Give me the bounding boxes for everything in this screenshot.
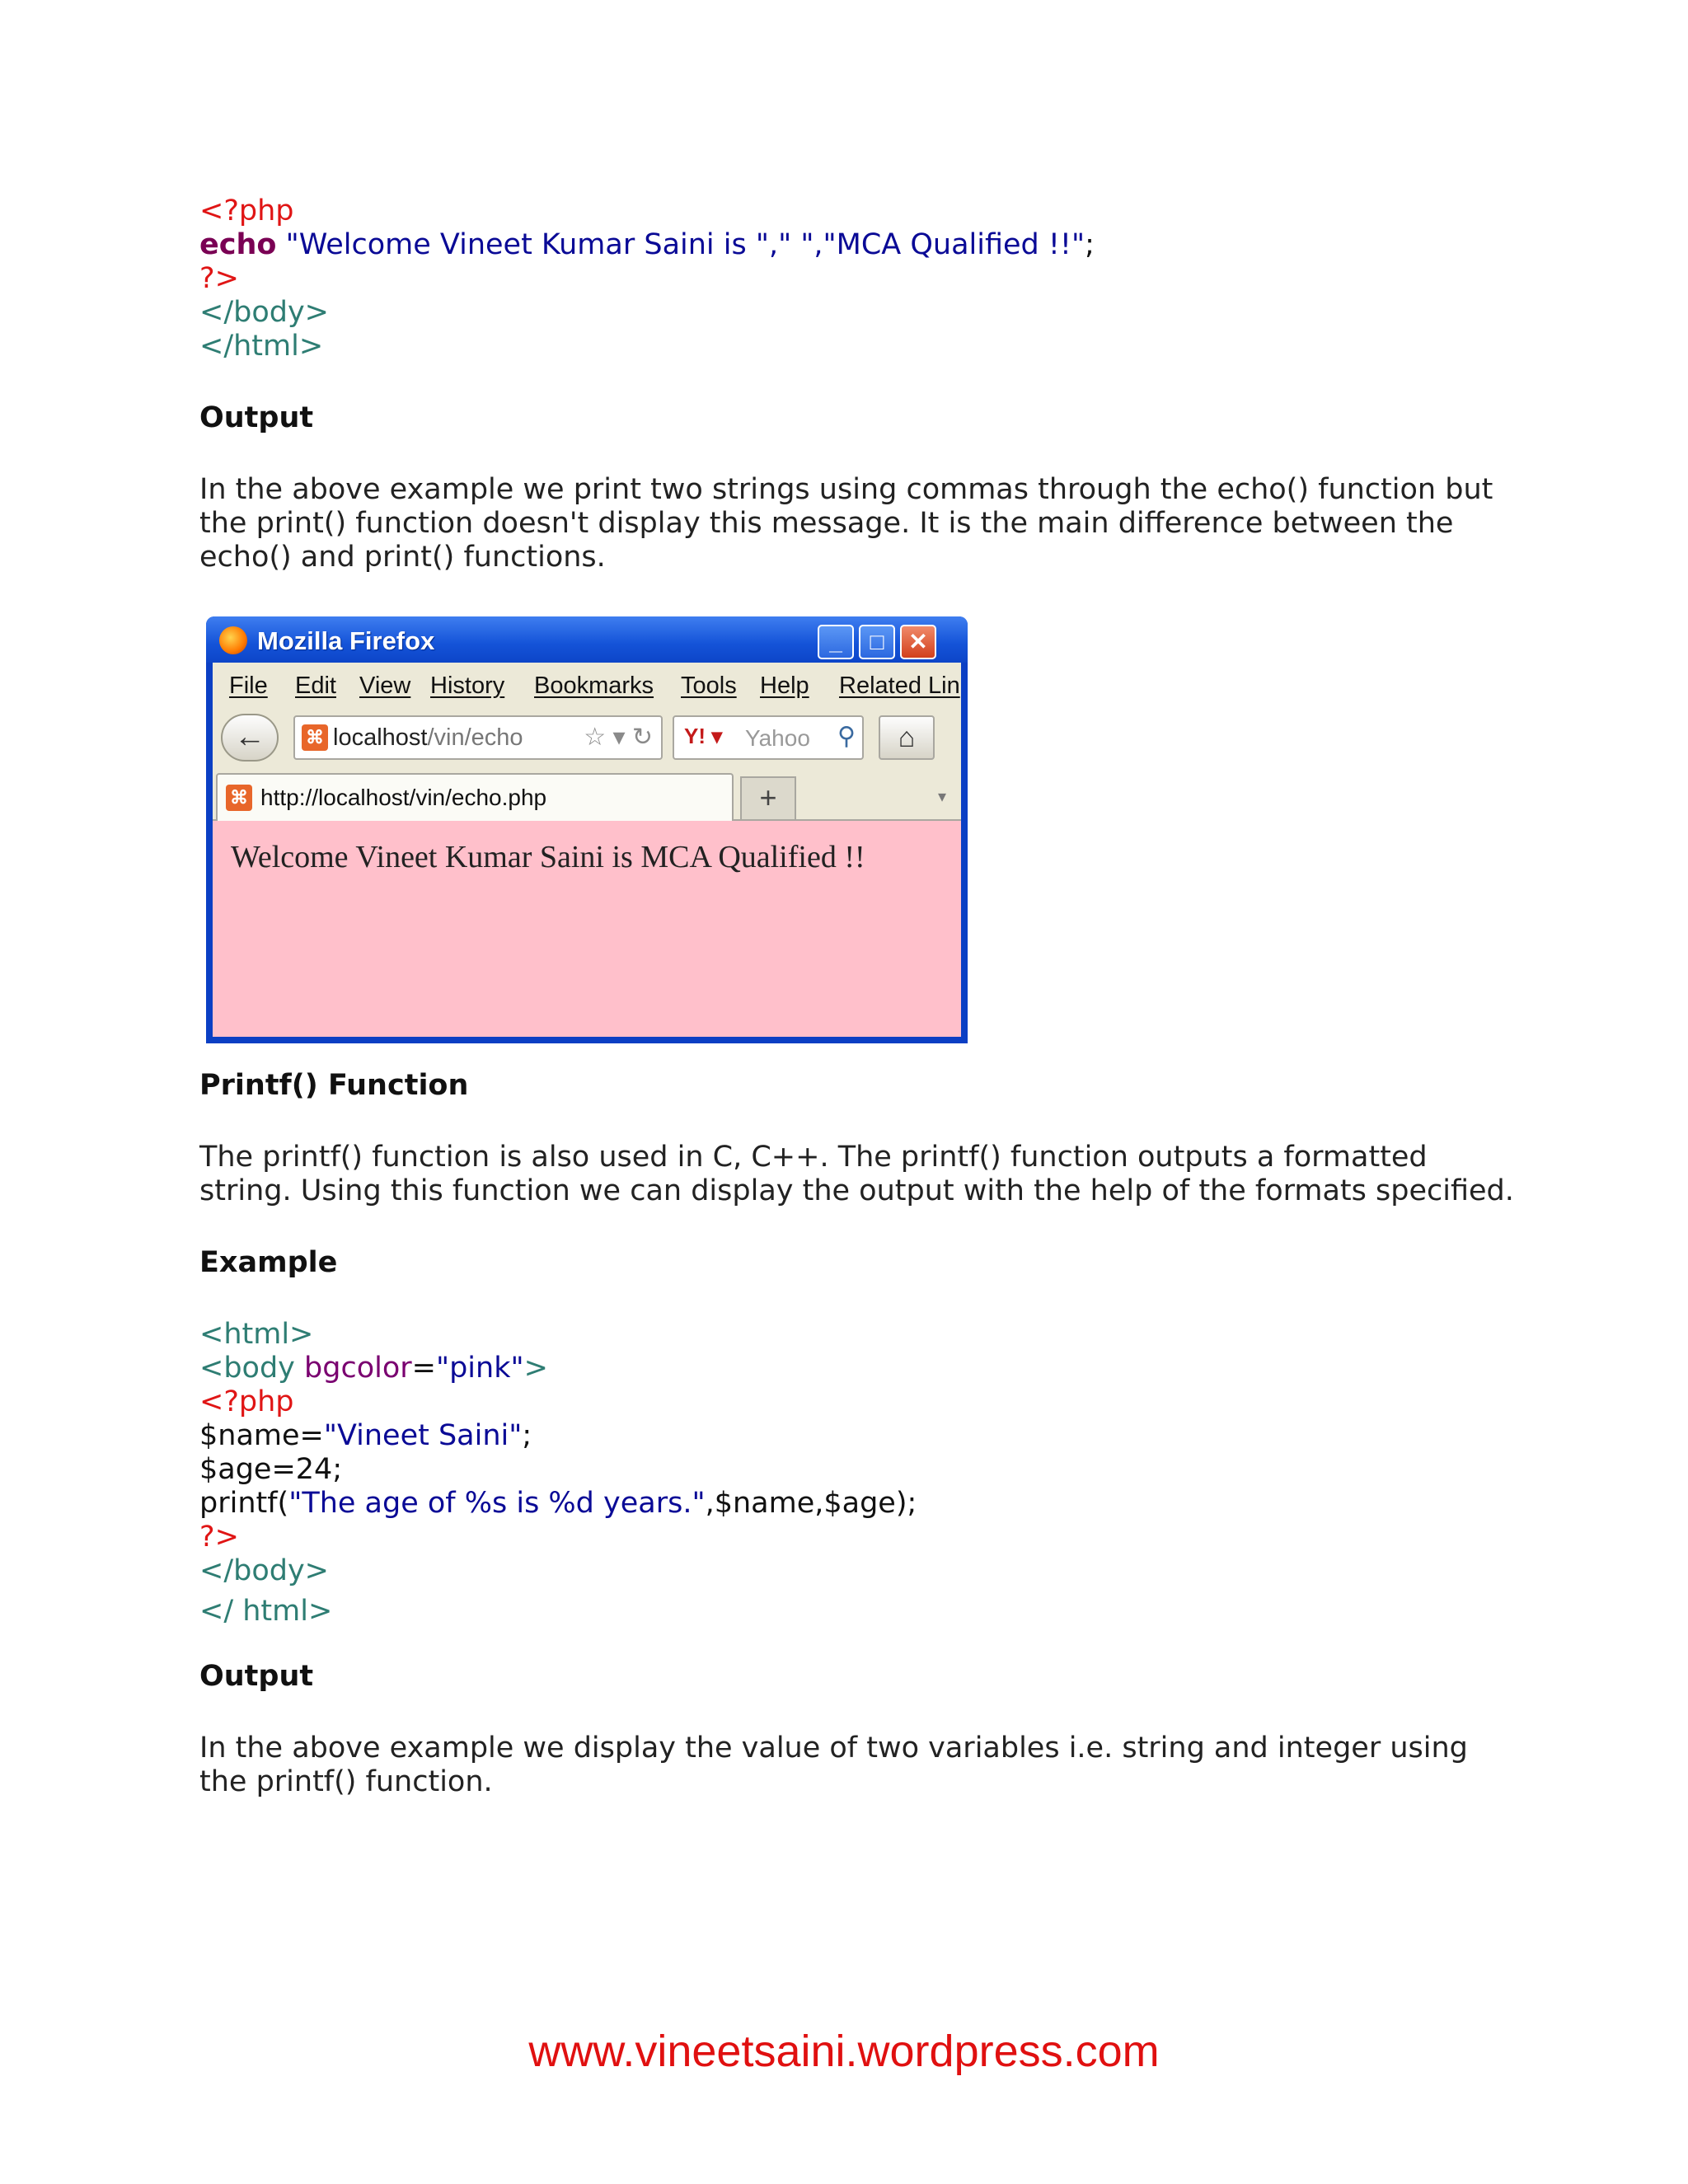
browser-content bbox=[213, 821, 961, 1037]
window-title: Mozilla Firefox bbox=[257, 626, 435, 655]
code-line: <?php bbox=[199, 194, 294, 227]
heading-output: Output bbox=[199, 1660, 314, 1693]
code-line: </body> bbox=[199, 1554, 330, 1587]
paragraph: In the above example we print two strings using commas through the echo() function but the print() function doesn't display this message. It is the main difference between the echo() and print() functions. bbox=[199, 473, 1493, 574]
document-page-continued bbox=[199, 1069, 1518, 1799]
code-keyword: echo bbox=[199, 228, 277, 261]
browser-tab bbox=[216, 773, 734, 823]
title-bar bbox=[206, 616, 968, 663]
magnifier-icon: ⚲ bbox=[837, 723, 856, 750]
menu-view: View bbox=[359, 673, 411, 699]
code-line: </body> bbox=[199, 296, 330, 329]
paragraph: In the above example we display the value of two variables i.e. string and integer using the printf() function. bbox=[199, 1732, 1468, 1798]
code-line: ?> bbox=[199, 1521, 239, 1554]
code-line: <?php bbox=[199, 1385, 294, 1418]
minimize-icon: _ bbox=[818, 625, 854, 659]
code-string: "pink" bbox=[435, 1352, 524, 1385]
code-block-printf bbox=[199, 1318, 1518, 1629]
search-engine-label: Yahoo bbox=[745, 725, 810, 751]
code-block-echo bbox=[199, 194, 1518, 363]
menu-help: Help bbox=[760, 673, 809, 699]
xampp-favicon-icon: ⌘ bbox=[226, 785, 252, 811]
code-line: ?> bbox=[199, 262, 239, 295]
yahoo-logo-icon: Y! ▾ bbox=[684, 724, 723, 748]
code-tag: <body bbox=[199, 1352, 305, 1385]
menu-tools: Tools bbox=[681, 673, 737, 699]
home-icon: ⌂ bbox=[879, 715, 935, 760]
code-punct: ; bbox=[1085, 228, 1095, 261]
firefox-logo-icon bbox=[219, 626, 247, 654]
url-bar bbox=[293, 715, 663, 760]
code-args: ,$name,$age); bbox=[705, 1487, 917, 1520]
tab-title: http://localhost/vin/echo.php bbox=[260, 785, 547, 810]
code-func: printf( bbox=[199, 1487, 289, 1520]
code-attr: bgcolor bbox=[304, 1352, 412, 1385]
menu-bookmarks: Bookmarks bbox=[534, 673, 654, 699]
code-punct: > bbox=[523, 1352, 548, 1385]
code-line: $age=24; bbox=[199, 1453, 343, 1486]
document-page bbox=[199, 194, 1518, 574]
heading-example: Example bbox=[199, 1246, 338, 1279]
browser-chrome bbox=[213, 663, 961, 1037]
new-tab-plus-icon: + bbox=[740, 776, 796, 821]
menu-related-links: Related Lin bbox=[839, 673, 960, 699]
code-string: "Vineet Saini" bbox=[323, 1419, 523, 1452]
heading-output: Output bbox=[199, 401, 314, 434]
code-line: </html> bbox=[199, 330, 324, 363]
code-punct: = bbox=[411, 1352, 436, 1385]
heading-printf-function: Printf() Function bbox=[199, 1069, 469, 1102]
code-string: "Welcome Vineet Kumar Saini is "," ","MCA Qualified !!" bbox=[285, 228, 1085, 261]
code-punct: ; bbox=[522, 1419, 532, 1452]
bookmark-star-icon: ☆ ▾ ↻ bbox=[584, 724, 653, 751]
rendered-output-text: Welcome Vineet Kumar Saini is MCA Qualified !! bbox=[231, 840, 865, 874]
code-line: </ html> bbox=[199, 1595, 333, 1628]
firefox-window-screenshot bbox=[206, 616, 968, 1043]
xampp-favicon-icon: ⌘ bbox=[302, 724, 328, 751]
footer-url[interactable]: www.vineetsaini.wordpress.com bbox=[528, 2027, 1160, 2076]
menu-history: History bbox=[430, 673, 505, 699]
code-var: $name= bbox=[199, 1419, 324, 1452]
tab-list-arrow-icon: ▾ bbox=[937, 788, 946, 806]
menu-bar bbox=[213, 663, 961, 707]
maximize-icon: □ bbox=[859, 625, 895, 659]
close-icon: ✕ bbox=[900, 625, 936, 659]
tab-bar bbox=[213, 766, 961, 821]
navigation-bar bbox=[213, 707, 961, 766]
menu-file: File bbox=[229, 673, 268, 699]
paragraph: The printf() function is also used in C, C++. The printf() function outputs a formatted string. Using this function we can display the output with the help of the formats specified. bbox=[199, 1141, 1514, 1207]
url-text: localhost/vin/echo bbox=[333, 724, 523, 751]
search-bar bbox=[673, 715, 864, 760]
back-arrow-icon: ← bbox=[221, 714, 279, 762]
code-line: <html> bbox=[199, 1318, 314, 1351]
code-string: "The age of %s is %d years." bbox=[288, 1487, 706, 1520]
menu-edit: Edit bbox=[295, 673, 336, 699]
